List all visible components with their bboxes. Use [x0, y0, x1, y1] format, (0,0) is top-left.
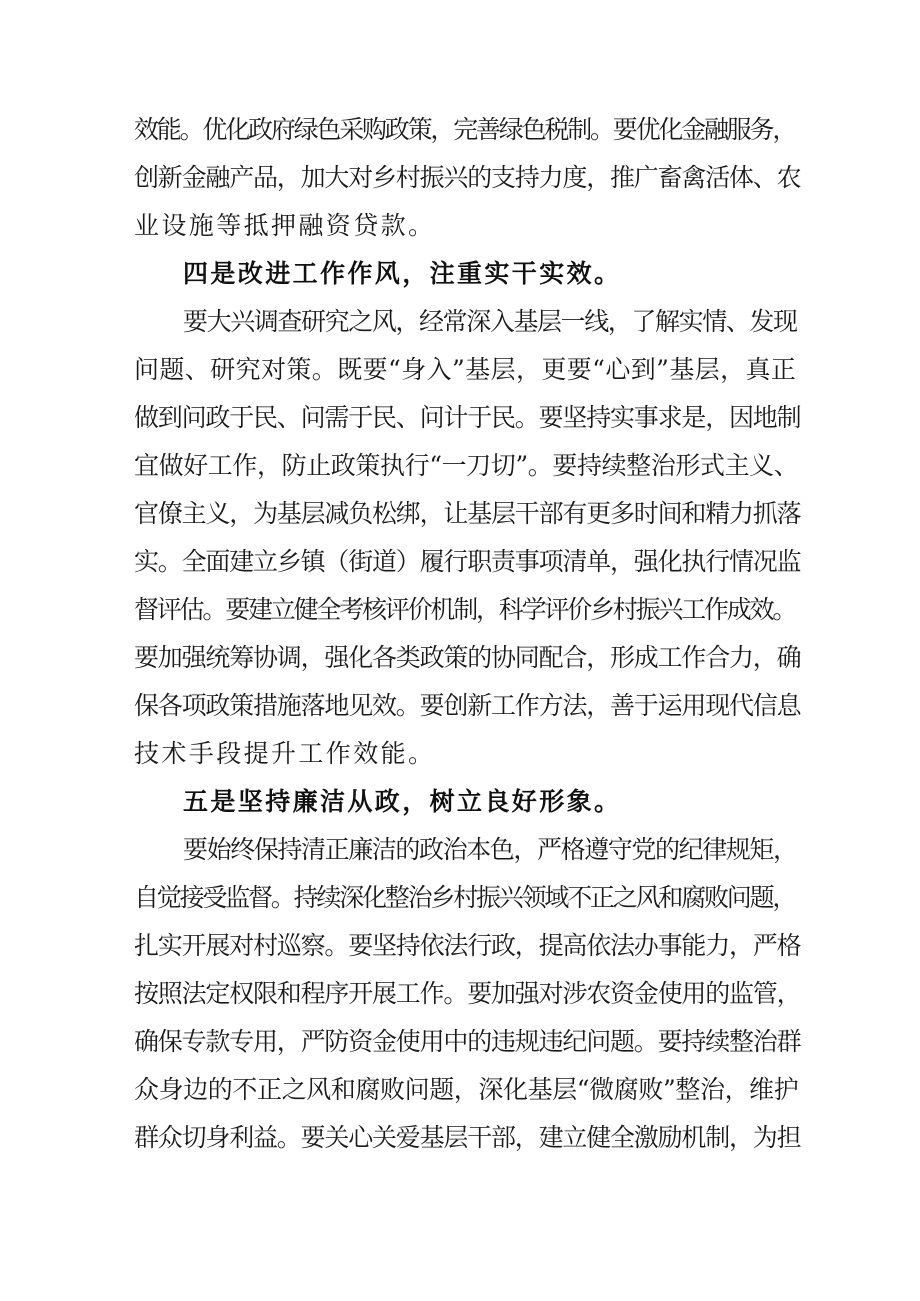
body-text-line: 自觉接受监督。持续深化整治乡村振兴领域不正之风和腐败问题， [134, 883, 796, 912]
body-text-line: 确保专款专用，严防资金使用中的违规违纪问题。要持续整治群 [134, 1027, 801, 1056]
body-text-line: 业设施等抵押融资贷款。 [134, 211, 436, 240]
body-text-line: 众身边的不正之风和腐败问题，深化基层“微腐败”整治，维护 [134, 1075, 799, 1104]
body-text-line: 要大兴调查研究之风，经常深入基层一线，了解实情、发现 [183, 307, 797, 336]
body-text-line: 问题、研究对策。既要“身入”基层，更要“心到”基层，真正 [134, 355, 797, 384]
section-heading: 四是改进工作作风，注重实干实效。 [183, 259, 622, 288]
body-text-line: 宜做好工作，防止政策执行“一刀切”。要持续整治形式主义、 [134, 451, 799, 480]
body-text-line: 做到问政于民、问需于民、问计于民。要坚持实事求是，因地制 [134, 403, 801, 432]
body-text-line: 群众切身利益。要关心关爱基层干部，建立健全激励机制，为担 [134, 1123, 801, 1152]
body-text-line: 扎实开展对村巡察。要坚持依法行政，提高依法办事能力，严格 [134, 931, 801, 960]
body-text-line: 保各项政策措施落地见效。要创新工作方法，善于运用现代信息 [134, 691, 801, 720]
body-text-line: 官僚主义，为基层减负松绑，让基层干部有更多时间和精力抓落 [134, 499, 801, 528]
body-text-line: 督评估。要建立健全考核评价机制，科学评价乡村振兴工作成效。 [134, 595, 796, 624]
body-text-line: 要加强统筹协调，强化各类政策的协同配合，形成工作合力，确 [134, 643, 801, 672]
body-text-line: 实。全面建立乡镇（街道）履行职责事项清单，强化执行情况监 [134, 547, 801, 576]
body-text-line: 按照法定权限和程序开展工作。要加强对涉农资金使用的监管， [134, 979, 801, 1008]
body-text-line: 要始终保持清正廉洁的政治本色，严格遵守党的纪律规矩， [183, 835, 797, 864]
body-text-line: 效能。优化政府绿色采购政策，完善绿色税制。要优化金融服务， [134, 115, 796, 144]
body-text-line: 创新金融产品，加大对乡村振兴的支持力度，推广畜禽活体、农 [134, 163, 801, 192]
section-heading: 五是坚持廉洁从政，树立良好形象。 [183, 787, 622, 816]
body-text-line: 技术手段提升工作效能。 [134, 739, 436, 768]
